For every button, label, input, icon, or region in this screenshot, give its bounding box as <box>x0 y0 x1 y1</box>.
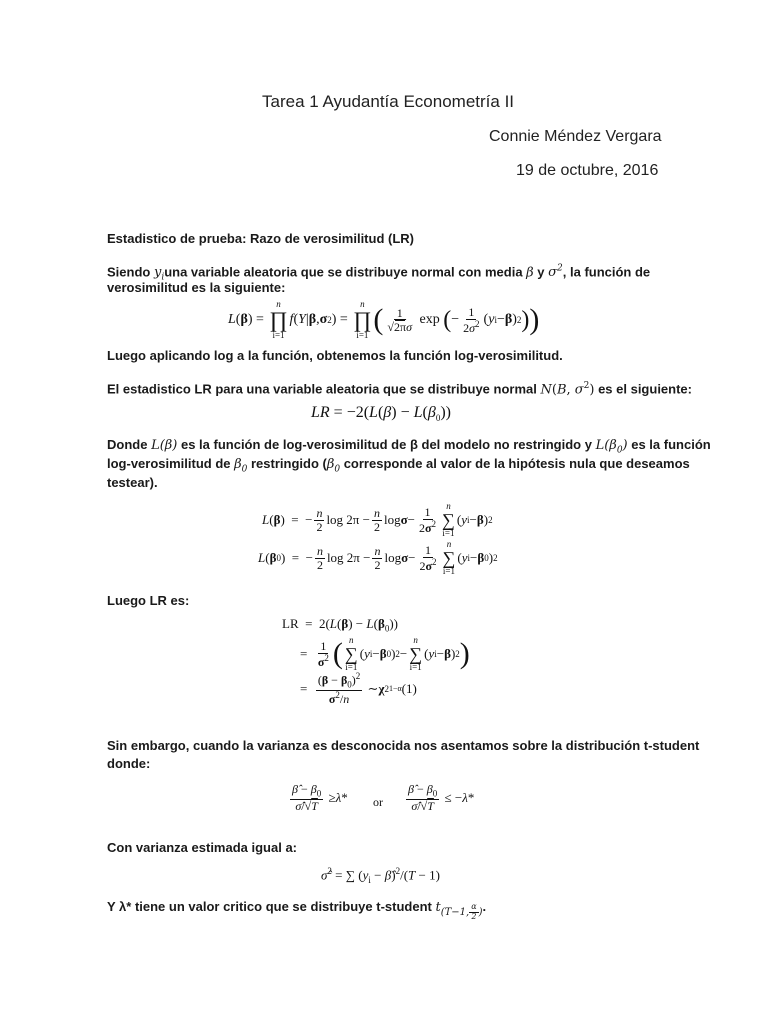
log-likelihood-unrestricted: L ( β ) = − $\frac{n}{2}$ log 2π − $\frac{n}{2}$ log σ − $\frac{1}{2\sigma^2}$ n ∑ i=1 ( y i − β ) 2 <box>262 501 493 538</box>
lr-derivation-line1: LR = $2(L(\beta) - L(\beta_0))$ <box>282 616 398 634</box>
paragraph-t-student-line2: donde: <box>107 756 151 771</box>
text-fragment: y <box>533 264 549 280</box>
math-l-beta: L(β) <box>151 438 178 453</box>
lr-derivation-line3: = $\frac{(\beta - \beta_0)^2}{\sigma^2/n}$ ∼ χ 2 1−α (1) <box>300 671 417 706</box>
text-fragment: Y λ* tiene un valor critico que se distribuye t-student <box>107 899 436 914</box>
text-fragment: El estadistico LR para una variable aleatoria que se distribuye normal <box>107 381 541 397</box>
lr-derivation-line2: = $\frac{1}{\sigma^2}$ ( n ∑ i=1 ( y i − β 0 ) 2 − n ∑ i=1 ( y i − β ) 2 ) <box>300 635 470 672</box>
text-fragment: Siendo <box>107 264 154 280</box>
math-l-beta0: $L(\beta_0)$ <box>595 438 628 456</box>
paragraph-where-line2 <box>107 454 690 480</box>
document-date: 19 de octubre, 2016 <box>516 162 659 179</box>
t-test-inequality-right: $\frac{\betâ - \beta_0}{\sigmâ/√T}$ ≤ − λ * <box>408 782 475 813</box>
document-title: Tarea 1 Ayudantía Econometría II <box>262 92 515 111</box>
log-likelihood-restricted: L ( β 0 ) = − $\frac{n}{2}$ log 2π − $\frac{n}{2}$ log σ − $\frac{1}{2\sigma^2}$ n ∑ i=1 ( y i − β 0 ) 2 <box>258 539 498 576</box>
text-fragment: es la función <box>627 437 711 452</box>
text-fragment: . <box>482 899 487 914</box>
t-test-inequality-left: $\frac{\betâ - \beta_0}{\sigmâ/√T}$ ≥ λ * <box>292 782 348 813</box>
math-beta0: $\beta_0$ <box>326 457 341 475</box>
paragraph-lr-is: Luego LR es: <box>107 593 190 608</box>
paragraph-where-line3: testear). <box>107 475 158 490</box>
likelihood-equation: L ( β ) = n ∏ i=1 f ( Y | β , σ 2 ) = n ∏ i=1 ( $\frac{1}{√2\pi\sigma}$ exp ( − $\frac{1}{2\sigma^2}$ ( y i − β ) 2 ) ) <box>228 299 540 340</box>
math-sigma-squared: $\sigma^2$ <box>548 264 563 281</box>
text-fragment: restringido ( <box>247 456 327 471</box>
math-y-i: $y_i$ <box>153 265 165 283</box>
lr-equation: LR = $-2(L(\beta) - L(\beta_0))$ <box>311 404 451 424</box>
text-fragment: una variable aleatoria que se distribuye normal con media <box>164 264 527 280</box>
math-t-dist: t <box>435 900 441 915</box>
paragraph-lr-statistic: El estadistico LR para una variable aleatoria que se distribuye normal N(B, $\sigma^2$) es el siguiente: <box>107 381 692 398</box>
text-fragment: , la función de <box>562 264 651 280</box>
math-normal-dist: N <box>540 382 552 398</box>
text-fragment: corresponde al valor de la hipótesis nula que deseamos <box>340 456 690 471</box>
paragraph-log-likelihood: Luego aplicando log a la función, obtenemos la función log-verosimilitud. <box>107 348 563 363</box>
math-beta0: $\beta_0$ <box>234 457 248 475</box>
text-fragment: Donde <box>107 437 152 452</box>
text-fragment: es el siguiente: <box>594 381 692 397</box>
paragraph-t-student: Sin embargo, cuando la varianza es desconocida nos asentamos sobre la distribución t-student <box>107 738 700 753</box>
math-beta: β <box>526 265 534 281</box>
paragraph-definition-line2: verosimilitud es la siguiente: <box>107 280 286 295</box>
paragraph-estimated-variance: Con varianza estimada igual a: <box>107 840 298 855</box>
variance-equation: σ̂$^2$ = ∑ ($y_i$ − β̂)$^2$/(T − 1) <box>321 866 440 885</box>
paragraph-test-statistic: Estadistico de prueba: Razo de verosimilitud (LR) <box>107 231 414 246</box>
text-fragment: log-verosimilitud de <box>107 456 235 471</box>
paragraph-critical-value: Y λ* tiene un valor critico que se distribuye t-student $t_{(T-1, \frac{\alpha}{2} )}$. <box>107 899 487 921</box>
author-name: Connie Méndez Vergara <box>489 128 662 145</box>
text-fragment: es la función de log-verosimilitud de β del modelo no restringido y <box>177 437 596 452</box>
or-word: or <box>373 795 383 809</box>
